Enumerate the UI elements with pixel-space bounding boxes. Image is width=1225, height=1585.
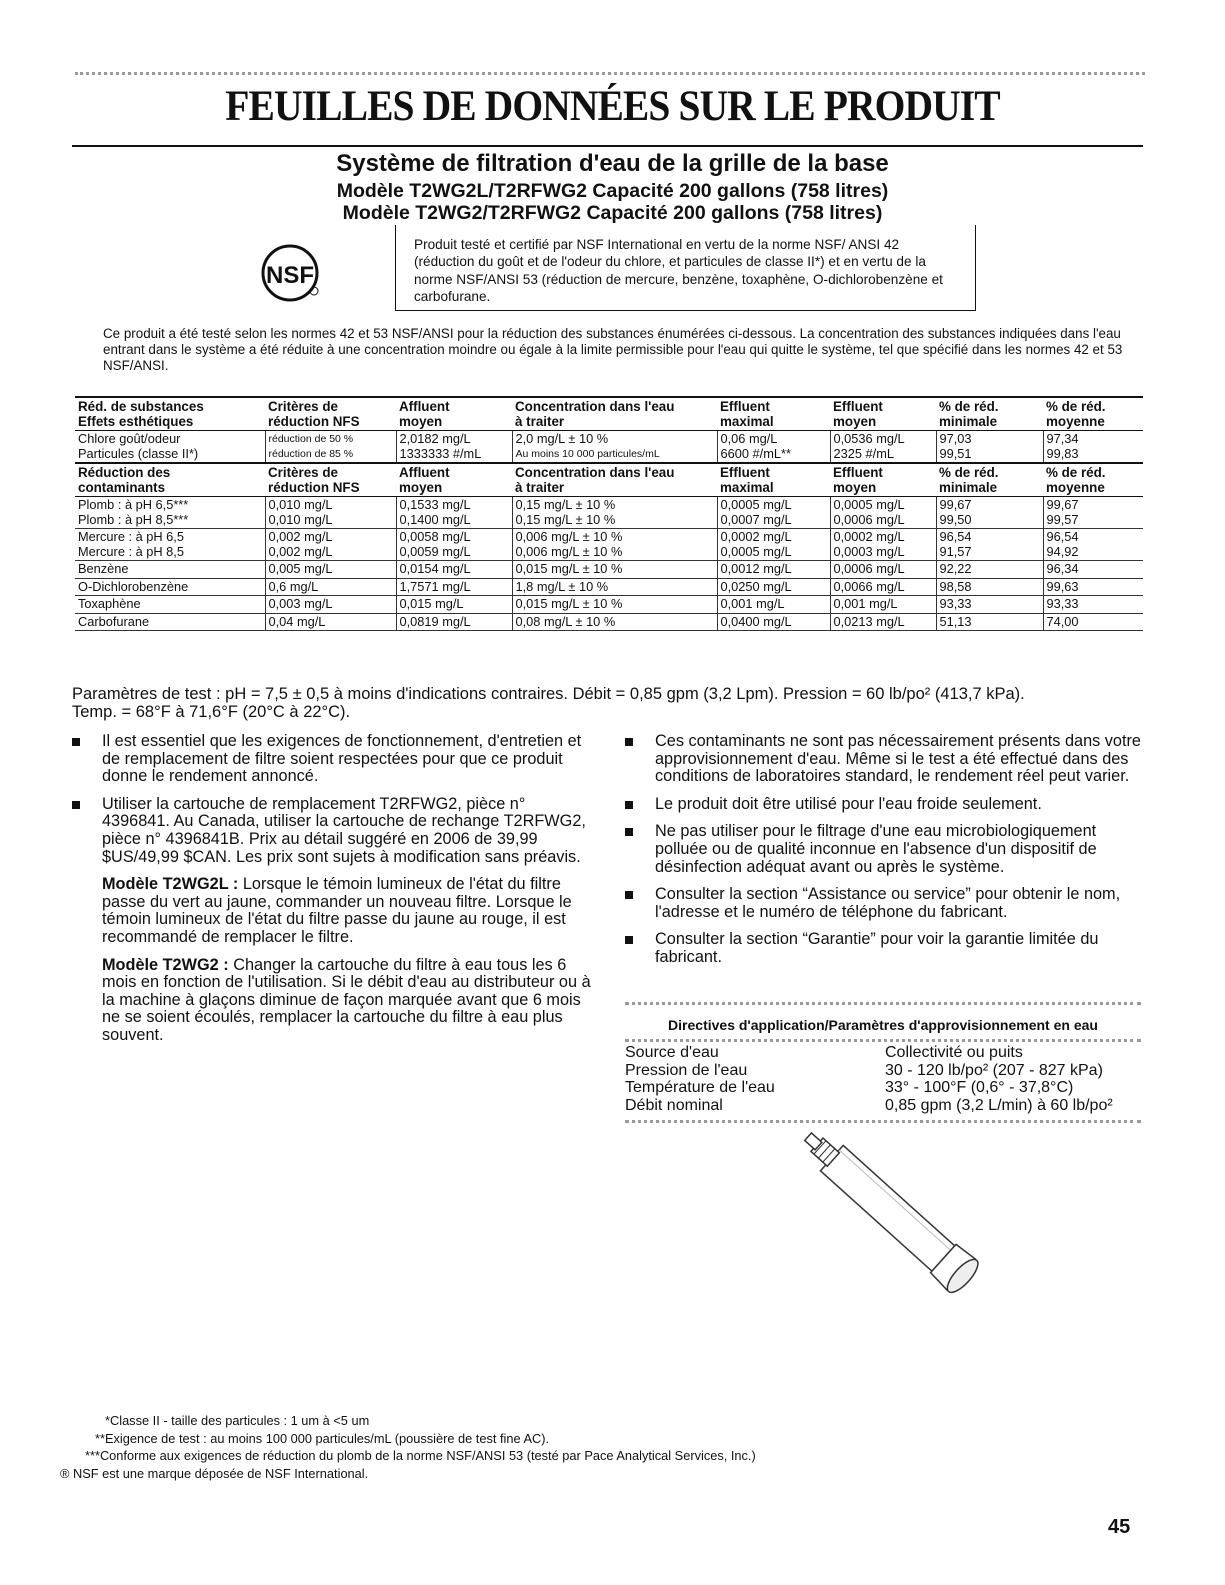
table-cell: 0,15 mg/L ± 10 % 0,15 mg/L ± 10 % — [512, 497, 717, 529]
guide-top-rule — [625, 1002, 1141, 1005]
section-subtitle: Système de filtration d'eau de la grille de la base — [336, 150, 889, 177]
guideline-row — [625, 1062, 1141, 1080]
table-row — [75, 497, 1143, 529]
column-header: Concentration dans l'eau à traiter — [512, 463, 717, 497]
guideline-row — [625, 1044, 1141, 1062]
list-item: Consulter la section “Garantie” pour voir la garantie limitée du fabricant. — [625, 931, 1145, 966]
bullet-icon — [625, 738, 633, 746]
table-cell: 92,22 — [936, 561, 1043, 579]
column-header: Concentration dans l'eau à traiter — [512, 397, 717, 431]
table-cell: 0,0058 mg/L 0,0059 mg/L — [396, 529, 512, 561]
column-header: % de réd. minimale — [936, 397, 1043, 431]
bullet-icon — [625, 936, 633, 944]
model-line-1: Modèle T2WG2L/T2RFWG2 Capacité 200 gallons (758 litres) — [336, 180, 889, 202]
filter-cartridge-image — [770, 1130, 1020, 1300]
table-row — [75, 431, 1143, 464]
list-item: Consulter la section “Assistance ou service” pour obtenir le nom, l'adresse et le numéro de téléphone du fabricant. — [625, 886, 1145, 921]
table-cell: 93,33 — [936, 596, 1043, 614]
table-cell: 96,54 91,57 — [936, 529, 1043, 561]
table-row — [75, 529, 1143, 561]
table-cell: 0,0002 mg/L 0,0003 mg/L — [830, 529, 936, 561]
guideline-row — [625, 1079, 1141, 1097]
table-cell: 0,0005 mg/L 0,0007 mg/L — [717, 497, 830, 529]
column-header: % de réd. minimale — [936, 463, 1043, 497]
column-header: Réduction des contaminants — [75, 463, 265, 497]
table-row — [75, 578, 1143, 596]
table-cell: 0,6 mg/L — [265, 578, 396, 596]
guideline-value: Collectivité ou puits — [885, 1044, 1023, 1061]
table-cell: 0,002 mg/L 0,002 mg/L — [265, 529, 396, 561]
table-cell: 0,0536 mg/L 2325 #/mL — [830, 431, 936, 464]
column-header: Effluent moyen — [830, 463, 936, 497]
table-cell: 99,67 99,57 — [1043, 497, 1143, 529]
guideline-label: Source d'eau — [625, 1044, 719, 1061]
table-cell: 0,006 mg/L ± 10 % 0,006 mg/L ± 10 % — [512, 529, 717, 561]
list-item: Utiliser la cartouche de remplacement T2RFWG2, pièce n° 4396841. Au Canada, utiliser la cartouche de rechange T2RFWG2, pièce n° 4396841B. Prix au détail suggéré en 2006 de 39,99 $US/49,99 $CAN. Les prix sont sujets à modification sans préavis. — [72, 796, 592, 866]
table-cell: 0,04 mg/L — [265, 613, 396, 631]
table-cell: 96,34 — [1043, 561, 1143, 579]
certification-box: Produit testé et certifié par NSF International en vertu de la norme NSF/ ANSI 42 (réduction du goût et de l'odeur du chlore, et particules de classe II*) et en vertu de la norme NSF/ANSI 53 (réduction de mercure, benzène, toxaphène, O-dichlorobenzène et carbofurane. — [395, 225, 976, 311]
table-cell: 0,0400 mg/L — [717, 613, 830, 631]
table-cell: 98,58 — [936, 578, 1043, 596]
table-row — [75, 561, 1143, 579]
svg-text:NSF: NSF — [266, 262, 314, 289]
table-cell: 0,005 mg/L — [265, 561, 396, 579]
table-cell: 74,00 — [1043, 613, 1143, 631]
guideline-value: 0,85 gpm (3,2 L/min) à 60 lb/po² — [885, 1096, 1113, 1114]
column-header: % de réd. moyenne — [1043, 397, 1143, 431]
table-cell: 0,08 mg/L ± 10 % — [512, 613, 717, 631]
table-cell: 1,8 mg/L ± 10 % — [512, 578, 717, 596]
table-cell: 0,0066 mg/L — [830, 578, 936, 596]
table-row — [75, 596, 1143, 614]
table-cell: 0,010 mg/L 0,010 mg/L — [265, 497, 396, 529]
table-header-aesthetic — [75, 397, 1143, 431]
table-cell: 0,0006 mg/L — [830, 561, 936, 579]
column-header: % de réd. moyenne — [1043, 463, 1143, 497]
table-cell: 0,015 mg/L ± 10 % — [512, 596, 717, 614]
table-cell: 2,0 mg/L ± 10 % Au moins 10 000 particules/mL — [512, 431, 717, 464]
table-cell: Chlore goût/odeur Particules (classe II*) — [75, 431, 265, 464]
guideline-label: Température de l'eau — [625, 1079, 775, 1096]
footnote-4: ® NSF est une marque déposée de NSF International. — [60, 1465, 369, 1481]
column-header: Réd. de substances Effets esthétiques — [75, 397, 265, 431]
guideline-row — [625, 1097, 1141, 1115]
table-cell: 0,015 mg/L — [396, 596, 512, 614]
table-cell: 99,67 99,50 — [936, 497, 1043, 529]
list-item: Ne pas utiliser pour le filtrage d'une eau microbiologiquement polluée ou de qualité inconnue en l'absence d'un dispositif de désinfection adéquat avant ou après le système. — [625, 823, 1145, 876]
column-header: Critères de réduction NFS — [265, 397, 396, 431]
table-cell: 0,0005 mg/L 0,0006 mg/L — [830, 497, 936, 529]
model-note-t2wg2l: Modèle T2WG2L : Lorsque le témoin lumineux de l'état du filtre passe du vert au jaune, commander un nouveau filtre. Lorsque le témoin lumineux de l'état du filtre passe du jaune au rouge, il est recommandé de remplacer le filtre. — [102, 875, 572, 946]
table-cell: 0,1533 mg/L 0,1400 mg/L — [396, 497, 512, 529]
footnote-1: *Classe II - taille des particules : 1 um à <5 um — [105, 1413, 370, 1428]
column-header: Effluent moyen — [830, 397, 936, 431]
list-item: Le produit doit être utilisé pour l'eau froide seulement. — [625, 796, 1145, 814]
bullet-icon — [72, 738, 80, 746]
table-cell: Plomb : à pH 6,5*** Plomb : à pH 8,5*** — [75, 497, 265, 529]
bullet-icon — [625, 891, 633, 899]
table-cell: 0,0012 mg/L — [717, 561, 830, 579]
table-cell: 0,0213 mg/L — [830, 613, 936, 631]
table-cell: 0,0154 mg/L — [396, 561, 512, 579]
table-row — [75, 613, 1143, 631]
guideline-label: Pression de l'eau — [625, 1061, 748, 1079]
bullet-icon — [625, 828, 633, 836]
table-cell: 97,34 99,83 — [1043, 431, 1143, 464]
column-header: Affluent moyen — [396, 463, 512, 497]
table-cell: Toxaphène — [75, 596, 265, 614]
bullet-icon — [625, 801, 633, 809]
column-header: Affluent moyen — [396, 397, 512, 431]
table-cell: 0,06 mg/L 6600 #/mL** — [717, 431, 830, 464]
top-dotted-rule — [75, 72, 1145, 75]
table-cell: 93,33 — [1043, 596, 1143, 614]
left-column — [72, 733, 592, 1055]
guide-bottom-rule — [625, 1120, 1141, 1123]
column-header: Effluent maximal — [717, 397, 830, 431]
table-cell: 0,0002 mg/L 0,0005 mg/L — [717, 529, 830, 561]
column-header: Effluent maximal — [717, 463, 830, 497]
table-cell: 0,001 mg/L — [830, 596, 936, 614]
table-cell: 0,001 mg/L — [717, 596, 830, 614]
guidelines-table — [625, 1044, 1141, 1114]
footnote-3: ***Conforme aux exigences de réduction du plomb de la norme NSF/ANSI 53 (testé par Pace Analytical Services, Inc.) — [85, 1448, 756, 1463]
footnote-2: **Exigence de test : au moins 100 000 particules/mL (poussière de test fine AC). — [95, 1430, 550, 1446]
substances-table — [75, 396, 1143, 631]
test-params-line-1: Paramètres de test : pH = 7,5 ± 0,5 à moins d'indications contraires. Débit = 0,85 gpm (3,2 Lpm). Pression = 60 lb/po² (413,7 kPa). — [72, 685, 1025, 703]
footnotes — [60, 1412, 756, 1482]
page-number: 45 — [1108, 1516, 1131, 1538]
model-note-t2wg2: Modèle T2WG2 : Changer la cartouche du filtre à eau tous les 6 mois en fonction de l'utilisation. Si le débit d'eau au distributeur ou à la machine à glaçons diminue de façon marquée avant que 6 mois ne se soient écoulés, remplacer la cartouche du filtre à eau plus souvent. — [102, 955, 591, 1044]
table-cell: 2,0182 mg/L 1333333 #/mL — [396, 431, 512, 464]
model-line-2: Modèle T2WG2/T2RFWG2 Capacité 200 gallons (758 litres) — [342, 202, 883, 224]
intro-paragraph: Ce produit a été testé selon les normes 42 et 53 NSF/ANSI pour la réduction des substances énumérées ci-dessous. La concentration des substances indiquées dans l'eau entrant dans le système a été réduite à une concentration moindre ou égale à la limite permissible pour l'eau qui quitte le système, tel que spécifié dans les normes 42 et 53 NSF/ANSI. — [103, 326, 1123, 373]
guideline-value: 30 - 120 lb/po² (207 - 827 kPa) — [885, 1061, 1103, 1079]
table-cell: Mercure : à pH 6,5 Mercure : à pH 8,5 — [75, 529, 265, 561]
guidelines-title: Directives d'application/Paramètres d'approvisionnement en eau — [668, 1017, 1098, 1033]
guideline-label: Débit nominal — [625, 1096, 723, 1114]
test-params-line-2: Temp. = 68°F à 71,6°F (20°C à 22°C). — [72, 703, 351, 721]
right-column — [625, 733, 1145, 977]
table-cell: 0,003 mg/L — [265, 596, 396, 614]
page-title: FEUILLES DE DONNÉES SUR LE PRODUIT — [225, 83, 1000, 130]
table-cell: 0,015 mg/L ± 10 % — [512, 561, 717, 579]
table-cell: Carbofurane — [75, 613, 265, 631]
table-cell: 99,63 — [1043, 578, 1143, 596]
table-header-contaminants — [75, 463, 1143, 497]
table-cell: 97,03 99,51 — [936, 431, 1043, 464]
table-cell: 0,0819 mg/L — [396, 613, 512, 631]
list-item: Il est essentiel que les exigences de fonctionnement, d'entretien et de remplacement de filtre soient respectées pour que ce produit donne le rendement annoncé. — [72, 733, 592, 786]
table-cell: réduction de 50 % réduction de 85 % — [265, 431, 396, 464]
list-item: Ces contaminants ne sont pas nécessairement présents dans votre approvisionnement d'eau. Même si le test a été effectué dans des conditions de laboratoires standard, le rendement réel peut varier. — [625, 733, 1145, 786]
bullet-icon — [72, 801, 80, 809]
guide-title-rule — [625, 1039, 1141, 1042]
table-cell: 51,13 — [936, 613, 1043, 631]
table-cell: 96,54 94,92 — [1043, 529, 1143, 561]
column-header: Critères de réduction NFS — [265, 463, 396, 497]
nsf-logo-icon — [247, 243, 343, 307]
table-cell: 1,7571 mg/L — [396, 578, 512, 596]
table-cell: O-Dichlorobenzène — [75, 578, 265, 596]
guideline-value: 33° - 100°F (0,6° - 37,8°C) — [885, 1079, 1074, 1096]
title-rule — [72, 145, 1143, 147]
table-cell: Benzène — [75, 561, 265, 579]
test-parameters — [72, 685, 1152, 721]
table-cell: 0,0250 mg/L — [717, 578, 830, 596]
